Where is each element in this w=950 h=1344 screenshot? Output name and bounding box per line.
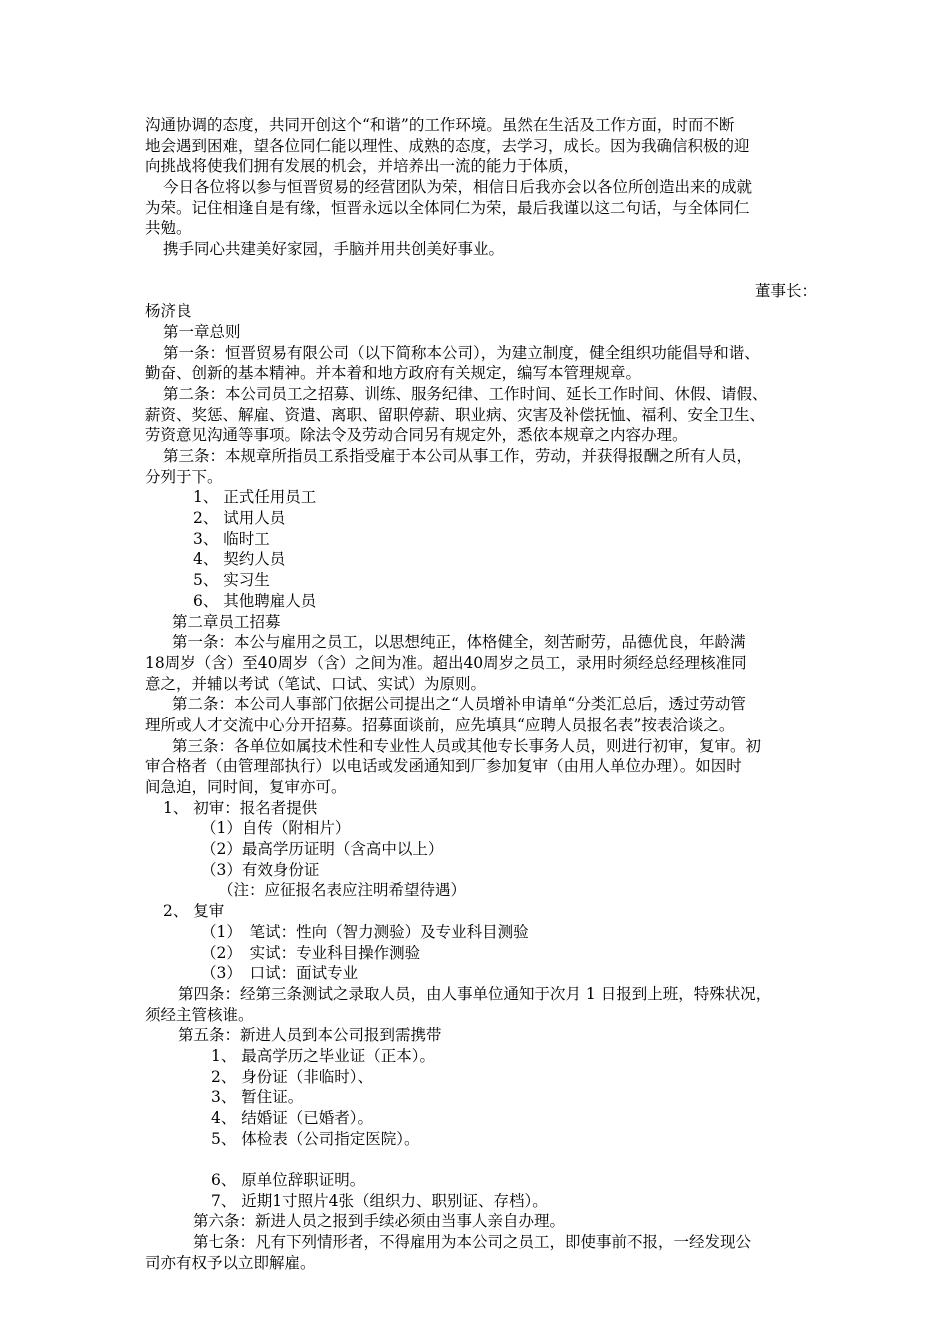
text-line: 第六条：新进人员之报到手续必须由当事人亲自办理。: [193, 1212, 566, 1231]
text-line: 共勉。: [145, 219, 192, 238]
text-line: （2）最高学历证明（含高中以上）: [201, 840, 444, 859]
text-line: 理所或人才交流中心分开招募。招募面谈前，应先填具“应聘人员报名表”按表洽谈之。: [145, 715, 735, 734]
text-line: 司亦有权予以立即解雇。: [145, 1253, 316, 1272]
text-line: 分列于下。: [145, 467, 223, 486]
text-line: 第四条：经第三条测试之录取人员，由人事单位通知于次月 1 日报到上班，特殊状况，: [178, 984, 772, 1003]
text-line: 沟通协调的态度，共同开创这个“和谐”的工作环境。虽然在生活及工作方面，时而不断: [145, 116, 735, 134]
text-line: 6、 原单位辞职证明。: [211, 1171, 366, 1190]
text-line: 2、 身份证（非临时）、: [211, 1067, 374, 1086]
text-line: 3、 临时工: [193, 529, 270, 548]
text-line: 3、 暂住证。: [211, 1088, 304, 1107]
text-line: 董事长：: [754, 281, 817, 300]
text-line: 第一章总则: [163, 322, 241, 341]
text-line: 第三条：各单位如属技术性和专业性人员或其他专长事务人员，则进行初审，复审。初: [172, 736, 762, 755]
text-line: 薪资、奖惩、解雇、资遣、离职、留职停薪、职业病、灾害及补偿抚恤、福利、安全卫生、: [145, 405, 766, 424]
text-line: 须经主管核谁。: [145, 1005, 254, 1024]
text-line: 18周岁（含）至40周岁（含）之间为准。超出40周岁之员工，录用时须经总经理核准同: [145, 653, 747, 672]
text-line: 第一条：恒晋贸易有限公司（以下简称本公司），为建立制度，健全组织功能倡导和谐、: [163, 343, 760, 362]
text-line: 劳资意见沟通等事项。除法令及劳动合同另有规定外，悉依本规章之内容办理。: [145, 426, 688, 445]
text-line: 5、 实习生: [193, 571, 270, 590]
text-line: 第三条：本规章所指员工系指受雇于本公司从事工作，劳动，并获得报酬之所有人员，: [163, 447, 753, 465]
blank-line: [145, 260, 817, 281]
text-line: 携手同心共建美好家园，手脑并用共创美好事业。: [163, 240, 505, 259]
text-line: 第七条：凡有下列情形者，不得雇用为本公司之员工，即使事前不报，一经发现公: [193, 1233, 752, 1252]
text-line: 2、 复审: [163, 902, 225, 921]
text-line: （3） 口试：面试专业: [201, 964, 359, 983]
text-line: 第二条：本公司员工之招募、训练、服务纪律、工作时间、延长工作时间、休假、请假、: [163, 384, 768, 403]
text-line: 为荣。记住相逢自是有缘，恒晋永远以全体同仁为荣，最后我谨以这二句话，与全体同仁: [145, 198, 750, 217]
text-line: 4、 结婚证（已婚者）。: [211, 1109, 374, 1127]
text-line: 意之，并辅以考试（笔试、口试、实试）为原则。: [145, 674, 487, 693]
text-line: 1、 初审：报名者提供: [163, 798, 318, 817]
text-line: 2、 试用人员: [193, 509, 286, 528]
text-line: （注：应征报名表应注明希望待遇）: [218, 881, 467, 900]
text-line: 杨济良: [145, 302, 192, 321]
text-line: 间急迫，同时间，复审亦可。: [145, 778, 347, 796]
text-line: （2） 实试：专业科目操作测验: [201, 943, 421, 962]
text-line: 5、 体检表（公司指定医院）。: [211, 1129, 420, 1148]
text-line: 今日各位将以参与恒晋贸易的经营团队为荣，相信日后我亦会以各位所创造出来的成就: [163, 178, 753, 197]
text-line: （1） 笔试：性向（智力测验）及专业科目测验: [201, 922, 529, 941]
text-line: （1）自传（附相片）: [201, 819, 351, 838]
text-line: 地会遇到困难，望各位同仁能以理性、成熟的态度，去学习，成长。因为我确信积极的迎: [145, 136, 750, 155]
text-line: 第一条：本公与雇用之员工，以思想纯正，体格健全，刻苦耐劳，品德优良，年龄满: [172, 633, 746, 652]
document-body: [145, 115, 817, 1274]
text-line: 6、 其他聘雇人员: [193, 591, 317, 610]
text-line: 审合格者（由管理部执行）以电话或发函通知到厂参加复审（由用人单位办理）。如因时: [145, 757, 742, 776]
blank-line: [145, 1149, 817, 1170]
text-line: 向挑战将使我们拥有发展的机会，并培养出一流的能力于体质，: [145, 157, 580, 176]
text-line: 1、 最高学历之毕业证（正本）。: [211, 1046, 436, 1065]
text-line: 1、 正式任用员工: [193, 488, 317, 507]
text-line: 4、 契约人员: [193, 550, 286, 569]
text-line: （3）有效身份证: [201, 860, 320, 879]
text-line: 第二条：本公司人事部门依据公司提出之“人员增补申请单“分类汇总后，透过劳动管: [172, 695, 746, 714]
text-line: 第二章员工招募: [172, 612, 281, 631]
text-line: 勤奋、创新的基本精神。并本着和地方政府有关规定，编写本管理规章。: [145, 364, 642, 383]
text-line: 7、 近期1寸照片4张（组织力、职别证、存档）。: [211, 1191, 548, 1210]
text-line: 第五条：新进人员到本公司报到需携带: [178, 1026, 442, 1045]
